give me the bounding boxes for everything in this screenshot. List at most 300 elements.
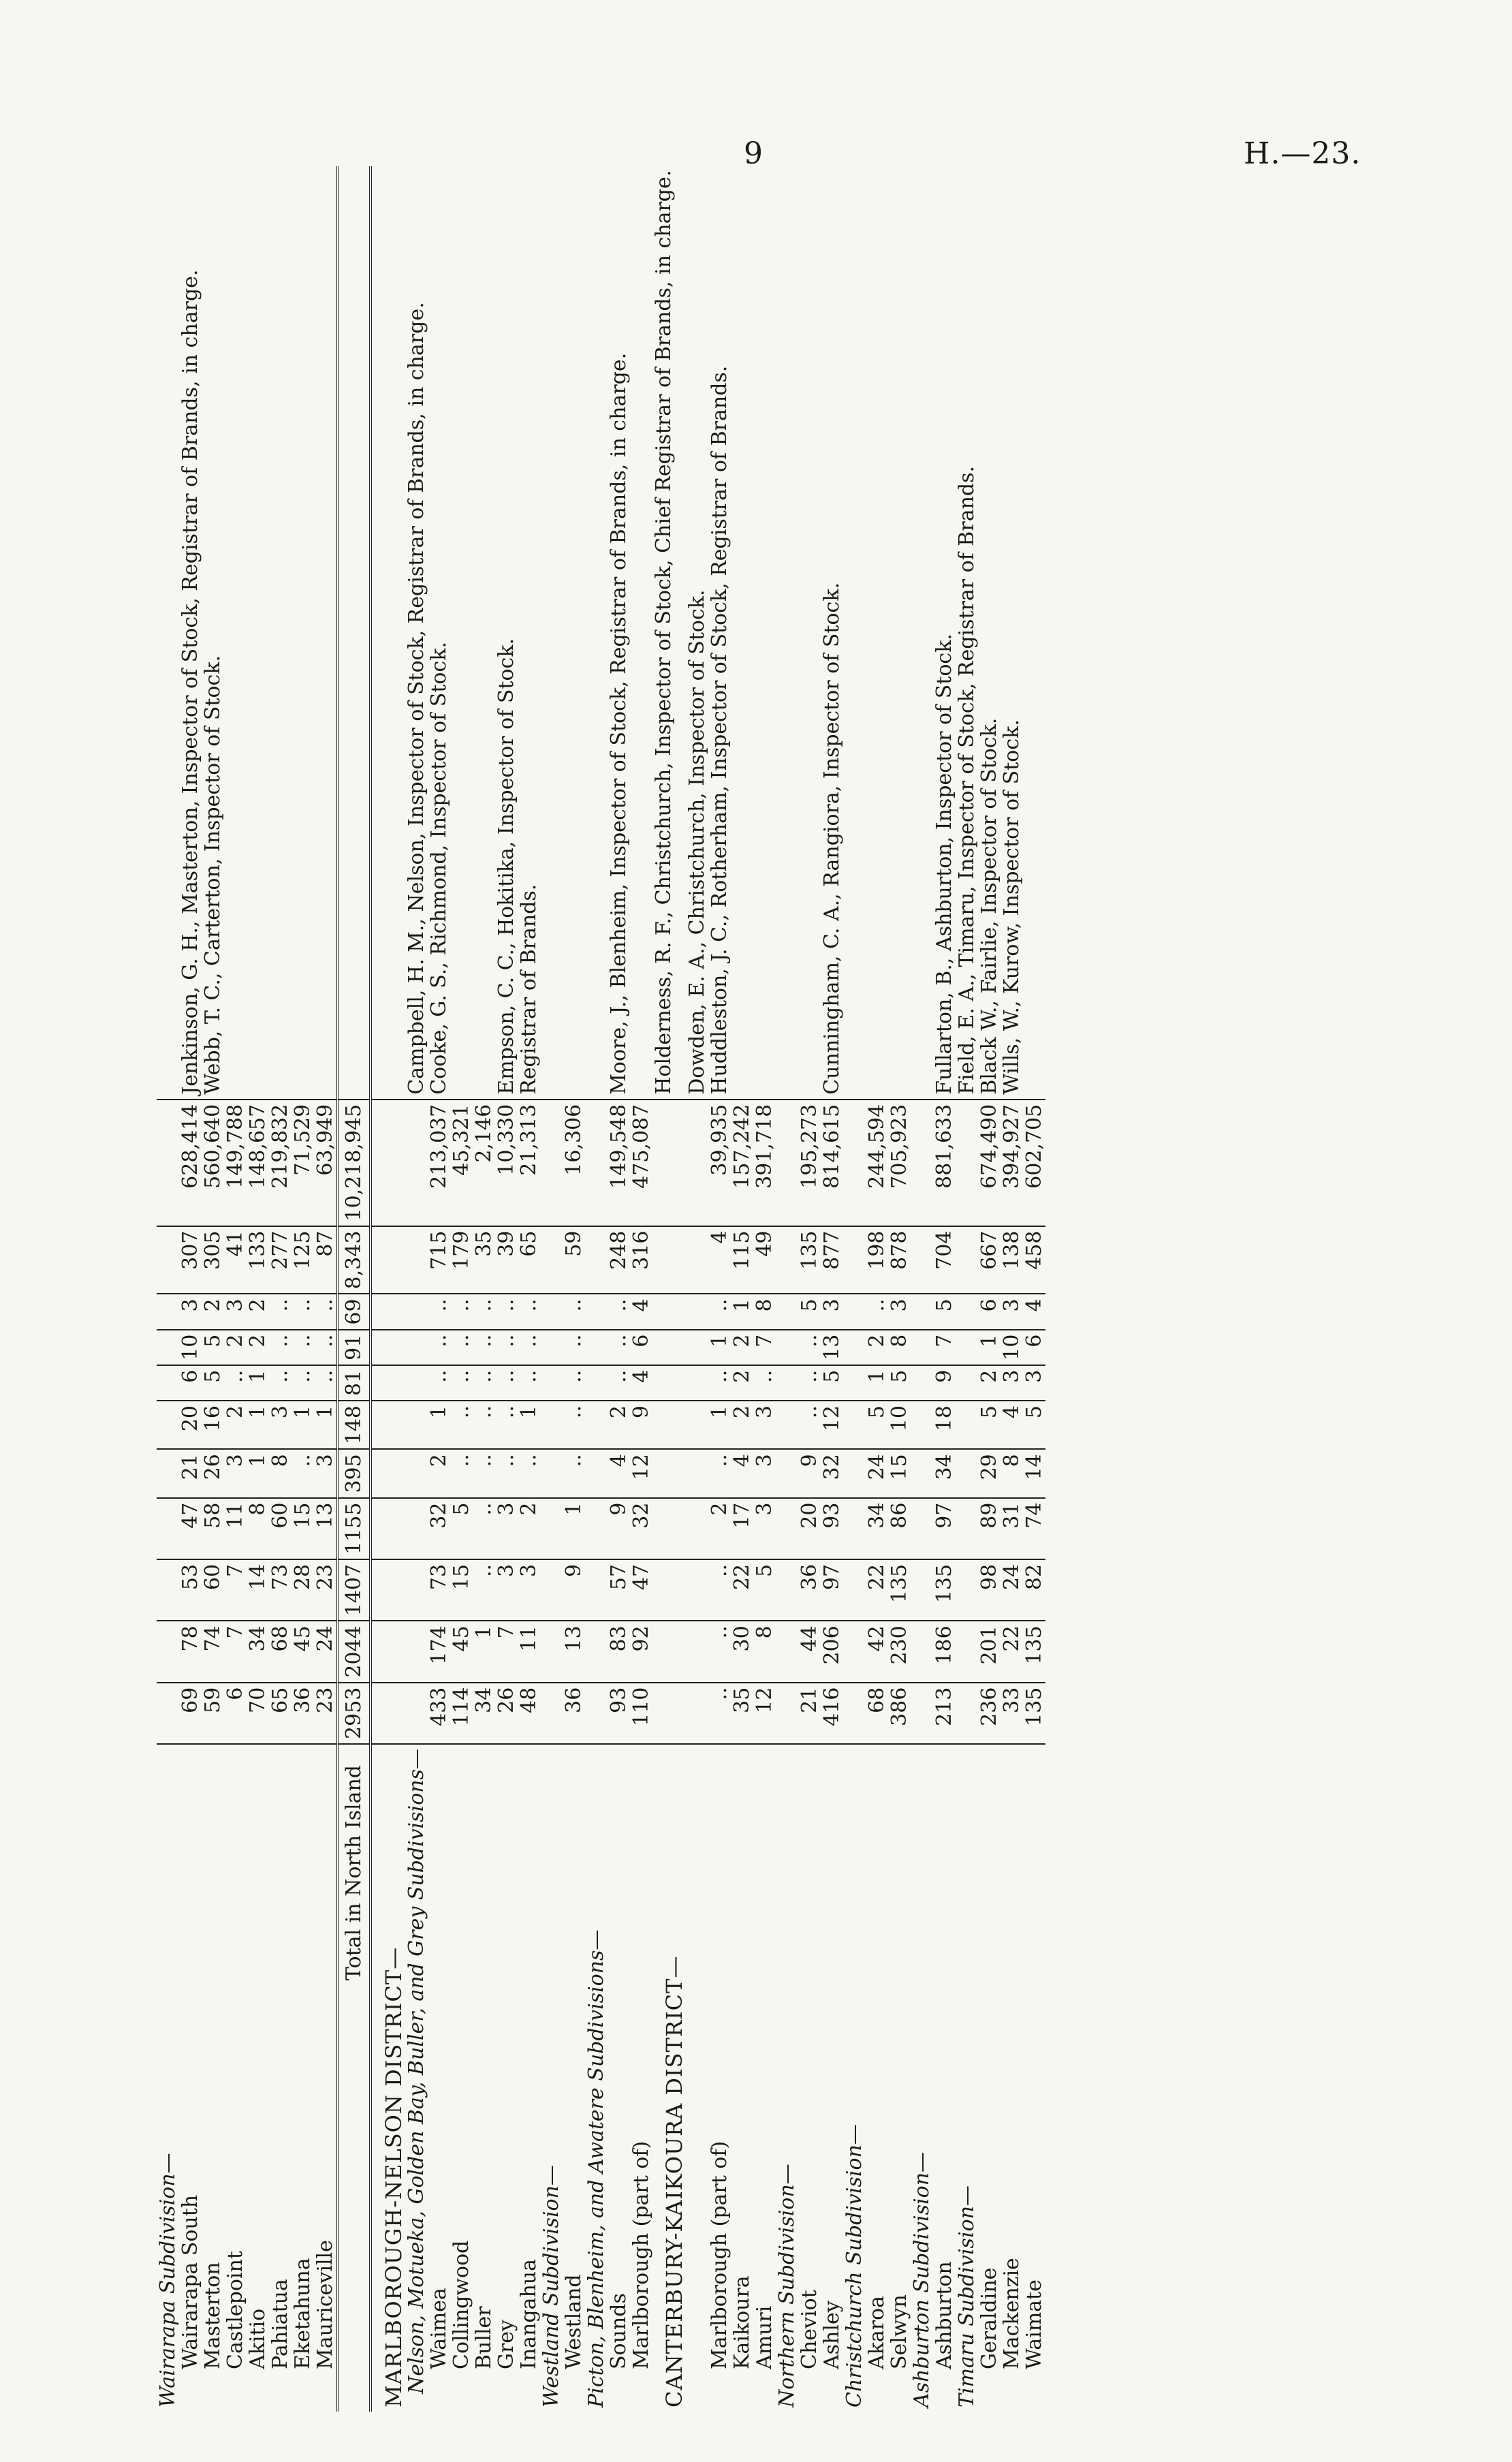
value-c10: 4 [708,1226,731,1294]
picton-heading [585,166,608,2412]
value-c3: 22 [866,1559,888,1621]
canterbury-inspector-row [686,166,708,2412]
locality-name: Marlborough (part of) [629,2140,653,2369]
value-c2: 42 [866,1621,888,1682]
empty-cell [157,1498,179,1559]
value-c7: .. [708,1365,731,1401]
section-heading: Westland Subdivision— [539,2165,563,2408]
value-c5: 9 [798,1449,821,1497]
value-c11: 148,657 [247,1100,269,1226]
value-c4: 3 [753,1498,776,1559]
value-c4: 97 [933,1498,956,1559]
value-c1: 110 [630,1683,652,1744]
value-c6: 16 [202,1401,224,1449]
value-c7: .. [563,1365,585,1401]
inspector-note [563,166,585,1100]
empty-cell [776,1559,798,1621]
value-c10: 316 [630,1226,652,1294]
value-c1: 33 [1001,1683,1023,1744]
value-c2: 174 [428,1621,450,1682]
value-c2: 230 [888,1621,911,1682]
value-c8: .. [495,1330,518,1365]
value-c1: 135 [1023,1683,1045,1744]
timaru-heading [956,166,978,2412]
inspector-note: Wills, W., Kurow, Inspector of Stock. [1001,166,1023,1100]
table-row [450,166,473,2412]
value-c10: 277 [269,1226,292,1294]
locality-name: Sounds [607,2293,631,2369]
empty-cell [157,1365,179,1401]
locality-name: Ashburton [932,2261,956,2369]
value-c6: 2 [224,1401,247,1449]
value-c5: .. [292,1449,314,1497]
value-c5: 8 [269,1449,292,1497]
value-c4: 32 [428,1498,450,1559]
table-row [798,166,821,2412]
empty-cell [911,1330,933,1365]
value-c6: 2 [731,1401,753,1449]
section-heading: Wairarapa Subdivision— [156,2153,180,2408]
value-c9: .. [450,1294,473,1329]
value-c11: 45,321 [450,1100,473,1226]
empty-cell [686,1294,708,1329]
value-c5: 12 [630,1449,652,1497]
value-c6: 5 [1023,1401,1045,1449]
empty-cell [585,1365,608,1401]
empty-cell [157,1100,179,1226]
value-c5: 32 [821,1449,843,1497]
locality-name: Ashley [820,2301,844,2369]
inspector-note [314,166,338,1100]
inspector-note: Registrar of Brands. [518,166,540,1100]
value-c10: 135 [798,1226,821,1294]
value-c6: 4 [1001,1401,1023,1449]
value-c8: .. [269,1330,292,1365]
value-c5: 29 [978,1449,1001,1497]
value-c2: 135 [1023,1621,1045,1682]
total-c2: 2044 [338,1621,371,1682]
value-c3: 24 [1001,1559,1023,1621]
inspector-note [753,166,776,1100]
value-c9: .. [866,1294,888,1329]
value-c5: 4 [608,1449,630,1497]
table-row [753,166,776,2412]
empty-cell [843,1498,866,1559]
value-c4: 5 [450,1498,473,1559]
table-row [821,166,843,2412]
inspector-note [473,166,495,1100]
value-c10: 667 [978,1226,1001,1294]
empty-cell [652,1559,686,1621]
section-heading: MARLBOROUGH-NELSON DISTRICT— [381,1946,407,2408]
value-c3: 7 [224,1559,247,1621]
value-c7: .. [753,1365,776,1401]
value-c3: 23 [314,1559,338,1621]
locality-name: Selwyn [887,2294,911,2369]
value-c8: 6 [1023,1330,1045,1365]
value-c11: 881,633 [933,1100,956,1226]
value-c5: 21 [179,1449,202,1497]
value-c11: 157,242 [731,1100,753,1226]
value-c8: 2 [866,1330,888,1365]
inspector-note [843,166,866,1100]
empty-cell [686,1401,708,1449]
inspector-note [450,166,473,1100]
empty-cell [371,1365,405,1401]
inspector-note: Dowden, E. A., Christchurch, Inspector of Stock. [686,166,708,1100]
empty-cell [776,1365,798,1401]
value-c11: 244,594 [866,1100,888,1226]
total-c5: 395 [338,1449,371,1497]
value-c2: 206 [821,1621,843,1682]
wairarapa-heading [157,166,179,2412]
inspector-note [866,166,888,1100]
empty-cell [652,1365,686,1401]
value-c11: 63,949 [314,1100,338,1226]
nelson-subdivisions-heading [405,166,428,2412]
locality-name: Akitio [246,2308,270,2369]
value-c11: 219,832 [269,1100,292,1226]
value-c7: 3 [1001,1365,1023,1401]
value-c10: 179 [450,1226,473,1294]
empty-cell [652,1294,686,1329]
value-c1: 65 [269,1683,292,1744]
empty-cell [540,1621,563,1682]
empty-cell [956,1401,978,1449]
total-c8: 91 [338,1330,371,1365]
value-c9: 5 [933,1294,956,1329]
value-c4: 2 [708,1498,731,1559]
value-c5: 26 [202,1449,224,1497]
value-c11: 39,935 [708,1100,731,1226]
empty-cell [776,1330,798,1365]
empty-cell [585,1100,608,1226]
value-c8: 8 [888,1330,911,1365]
value-c8: .. [314,1330,338,1365]
empty-cell [585,1449,608,1497]
inspector-note [292,166,314,1100]
inspector-note [911,166,933,1100]
value-c1: 36 [563,1683,585,1744]
value-c7: .. [798,1365,821,1401]
northern-heading [776,166,798,2412]
locality-name: Amuri [753,2305,776,2369]
value-c7: 9 [933,1365,956,1401]
locality-name: Westland [562,2274,586,2369]
value-c5: 34 [933,1449,956,1497]
value-c10: 125 [292,1226,314,1294]
value-c7: .. [224,1365,247,1401]
empty-cell [540,1100,563,1226]
empty-cell [776,1621,798,1682]
empty-cell [405,1226,428,1294]
empty-cell [405,1449,428,1497]
empty-cell [585,1498,608,1559]
value-c11: 391,718 [753,1100,776,1226]
table-row [708,166,731,2412]
value-c10: 307 [179,1226,202,1294]
total-c7: 81 [338,1365,371,1401]
inspector-note [157,166,179,1100]
inspector-note: Huddleston, J. C., Rotherham, Inspector of Stock, Registrar of Brands. [708,166,731,1100]
value-c11: 628,414 [179,1100,202,1226]
value-c11: 21,313 [518,1100,540,1226]
page-number: 9 [744,136,763,171]
empty-cell [157,1449,179,1497]
value-c10: 877 [821,1226,843,1294]
empty-cell [157,1294,179,1329]
empty-cell [371,1330,405,1365]
value-c9: .. [495,1294,518,1329]
value-c2: 83 [608,1621,630,1682]
inspector-note [776,166,798,1100]
section-heading: CANTERBURY-KAIKOURA DISTRICT— [661,1955,687,2408]
value-c10: 49 [753,1226,776,1294]
empty-cell [911,1559,933,1621]
locality-name: Mauriceville [313,2240,337,2369]
empty-cell [157,1226,179,1294]
value-c8: 7 [753,1330,776,1365]
table-row [247,166,269,2412]
value-c11: 475,087 [630,1100,652,1226]
value-c8: .. [473,1330,495,1365]
value-c9: .. [269,1294,292,1329]
empty-cell [956,1449,978,1497]
value-c7: 4 [630,1365,652,1401]
value-c6: 2 [608,1401,630,1449]
total-c4: 1155 [338,1498,371,1559]
empty-cell [371,1559,405,1621]
empty-cell [843,1294,866,1329]
value-c3: 73 [428,1559,450,1621]
empty-cell [843,1226,866,1294]
locality-name: Masterton [201,2262,225,2369]
value-c2: 22 [1001,1621,1023,1682]
value-c7: .. [518,1365,540,1401]
value-c4: 34 [866,1498,888,1559]
value-c9: 3 [888,1294,911,1329]
value-c10: 133 [247,1226,269,1294]
locality-name: Eketahuna [291,2258,315,2369]
section-heading: Picton, Blenheim, and Awatere Subdivisions— [584,1929,608,2408]
value-c1: 48 [518,1683,540,1744]
value-c2: 7 [224,1621,247,1682]
table-row [978,166,1001,2412]
section-heading: Northern Subdivision— [775,2164,799,2408]
value-c3: 22 [731,1559,753,1621]
value-c8: 2 [247,1330,269,1365]
empty-cell [585,1401,608,1449]
value-c4: 32 [630,1498,652,1559]
value-c2: 201 [978,1621,1001,1682]
value-c1: 93 [608,1683,630,1744]
value-c2: 92 [630,1621,652,1682]
inspector-note [798,166,821,1100]
empty-cell [956,1226,978,1294]
value-c8: .. [563,1330,585,1365]
empty-cell [405,1498,428,1559]
value-c4: 60 [269,1498,292,1559]
value-c5: 24 [866,1449,888,1497]
value-c11: 149,788 [224,1100,247,1226]
empty-cell [157,1621,179,1682]
value-c7: 1 [247,1365,269,1401]
value-c5: 8 [1001,1449,1023,1497]
value-c2: 8 [753,1621,776,1682]
empty-cell [652,1683,686,1744]
table-row [888,166,911,2412]
locality-name: Pahiatua [268,2279,292,2369]
value-c10: 704 [933,1226,956,1294]
value-c6: 5 [866,1401,888,1449]
value-c4: 20 [798,1498,821,1559]
table-row [428,166,450,2412]
value-c11: 71,529 [292,1100,314,1226]
value-c2: 45 [450,1621,473,1682]
empty-cell [843,1683,866,1744]
empty-cell [585,1621,608,1682]
empty-cell [585,1559,608,1621]
value-c3: .. [473,1559,495,1621]
value-c10: 87 [314,1226,338,1294]
empty-cell [652,1498,686,1559]
empty-cell [776,1100,798,1226]
empty-cell [776,1401,798,1449]
empty-cell [540,1559,563,1621]
value-c2: 74 [202,1621,224,1682]
empty-cell [371,1226,405,1294]
value-c8: 2 [224,1330,247,1365]
value-c1: 386 [888,1683,911,1744]
value-c3: 73 [269,1559,292,1621]
value-c11: 213,037 [428,1100,450,1226]
empty-cell [157,1559,179,1621]
empty-cell [956,1498,978,1559]
empty-cell [686,1330,708,1365]
value-c11: 149,548 [608,1100,630,1226]
ashburton-heading [911,166,933,2412]
value-c9: .. [708,1294,731,1329]
value-c10: 138 [1001,1226,1023,1294]
locality-name: Castlepoint [223,2251,247,2369]
value-c3: 14 [247,1559,269,1621]
value-c10: 248 [608,1226,630,1294]
value-c8: 10 [1001,1330,1023,1365]
value-c5: 4 [731,1449,753,1497]
value-c7: .. [428,1365,450,1401]
value-c6: 5 [978,1401,1001,1449]
empty-cell [652,1449,686,1497]
value-c6: .. [798,1401,821,1449]
value-c7: .. [473,1365,495,1401]
locality-name: Marlborough (part of) [708,2140,731,2369]
empty-cell [652,1100,686,1226]
value-c7: 5 [821,1365,843,1401]
empty-cell [540,1498,563,1559]
value-c10: 458 [1023,1226,1045,1294]
value-c8: 5 [202,1330,224,1365]
value-c4: 13 [314,1498,338,1559]
empty-cell [843,1401,866,1449]
value-c8: 1 [708,1330,731,1365]
value-c4: 3 [495,1498,518,1559]
empty-cell [585,1330,608,1365]
section-heading: Timaru Subdivision— [955,2185,979,2408]
value-c3: 47 [630,1559,652,1621]
value-c6: 3 [753,1401,776,1449]
value-c9: 8 [753,1294,776,1329]
value-c1: 59 [202,1683,224,1744]
locality-name: Buller [472,2306,496,2369]
value-c2: 30 [731,1621,753,1682]
table-row [1023,166,1045,2412]
table-row [608,166,630,2412]
value-c4: 47 [179,1498,202,1559]
value-c1: 68 [866,1683,888,1744]
value-c5: .. [495,1449,518,1497]
value-c3: 15 [450,1559,473,1621]
value-c2: 68 [269,1621,292,1682]
value-c1: 36 [292,1683,314,1744]
empty-cell [686,1100,708,1226]
empty-cell [405,1401,428,1449]
value-c11: 602,705 [1023,1100,1045,1226]
marlborough-nelson-heading [371,166,405,2412]
empty-cell [776,1683,798,1744]
locality-name: Geraldine [977,2267,1001,2369]
inspector-note [269,166,292,1100]
empty-cell [585,1683,608,1744]
value-c3: 98 [978,1559,1001,1621]
empty-cell [371,1683,405,1744]
value-c6: .. [563,1401,585,1449]
inspector-note [338,166,371,1100]
value-c10: 878 [888,1226,911,1294]
value-c8: 1 [978,1330,1001,1365]
value-c8: .. [450,1330,473,1365]
value-c6: 1 [292,1401,314,1449]
inspector-note [630,166,652,1100]
value-c6: .. [495,1401,518,1449]
table-row [473,166,495,2412]
value-c4: 93 [821,1498,843,1559]
section-heading: Nelson, Motueka, Golden Bay, Buller, and Grey Subdivisions— [405,1748,428,2394]
value-c9: .. [314,1294,338,1329]
value-c11: 2,146 [473,1100,495,1226]
value-c10: 305 [202,1226,224,1294]
value-c1: 6 [224,1683,247,1744]
value-c10: 65 [518,1226,540,1294]
value-c1: 213 [933,1683,956,1744]
value-c10: 41 [224,1226,247,1294]
empty-cell [843,1449,866,1497]
empty-cell [686,1449,708,1497]
section-heading: Christchurch Subdivision— [842,2124,866,2408]
locality-name: Mackenzie [1000,2258,1024,2369]
empty-cell [652,1621,686,1682]
value-c8: .. [608,1330,630,1365]
value-c2: 34 [247,1621,269,1682]
value-c7: .. [608,1365,630,1401]
value-c6: 9 [630,1401,652,1449]
value-c2: 45 [292,1621,314,1682]
empty-cell [371,1401,405,1449]
value-c10: 198 [866,1226,888,1294]
inspector-note: Black W., Fairlie, Inspector of Stock. [978,166,1001,1100]
value-c1: 35 [731,1683,753,1744]
locality-name: Waimate [1022,2279,1046,2369]
empty-cell [540,1294,563,1329]
